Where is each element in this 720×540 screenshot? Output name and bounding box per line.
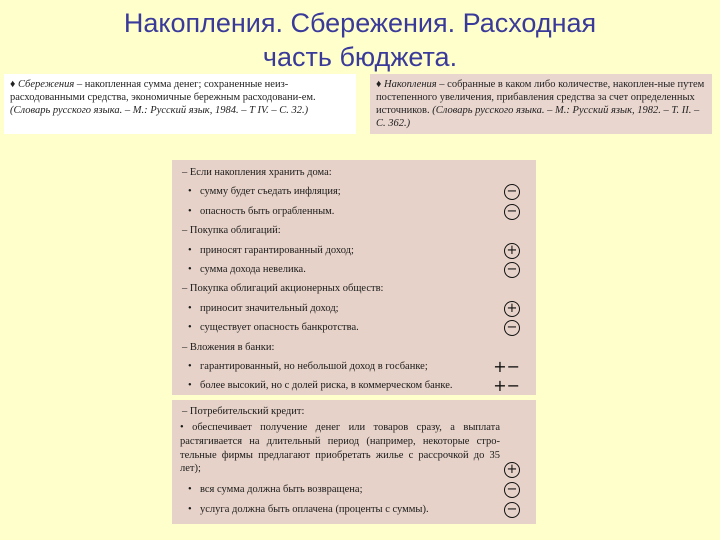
row-text: гарантированный, но небольшой доход в госбанке;	[200, 360, 428, 372]
row-text: – Если накопления хранить дома:	[182, 167, 332, 178]
slide-title	[0, 6, 720, 74]
row-text: опасность быть ограбленным.	[200, 205, 335, 217]
definition-text: – собранные в каком либо количестве, накоплен-ные путем постепенного увеличения, прибавления средства за счет определенных источников.	[376, 79, 705, 116]
table-row	[180, 241, 528, 260]
bullet-icon: •	[188, 380, 192, 392]
row-text: услуга должна быть оплачена (проценты с суммы).	[200, 504, 429, 516]
plus-icon: +	[504, 462, 520, 478]
row-text: – Вложения в банки:	[182, 341, 275, 353]
row-text: – Покупка облигаций акционерных обществ:	[182, 283, 384, 295]
table-row	[180, 279, 528, 298]
row-text: – Покупка облигаций:	[182, 225, 281, 237]
row-text: вся сумма должна быть возвращена;	[200, 484, 363, 496]
minus-icon: −	[504, 320, 520, 336]
row-text: – Потребительский кредит:	[182, 406, 305, 417]
table-row	[180, 421, 528, 476]
table-row	[180, 357, 528, 376]
table-row	[180, 318, 528, 337]
row-text: сумма дохода невелика.	[200, 263, 306, 275]
plus-icon: +	[504, 243, 520, 259]
bullet-icon: •	[188, 504, 192, 516]
savings-options-table	[172, 160, 536, 395]
definition-term: ♦ Накопления	[376, 79, 437, 90]
table-row	[180, 260, 528, 279]
definition-accumulations	[370, 74, 712, 134]
row-text: более высокий, но с долей риска, в коммерческом банке.	[200, 380, 453, 392]
definition-source: (Словарь русского языка. – М.: Русский язык, 1984. – Т IV. – С. 32.)	[10, 105, 309, 116]
row-text: приносят гарантированный доход;	[200, 244, 354, 256]
plus-minus-icon: +−	[493, 376, 520, 396]
row-text: • обеспечивает получение денег или товаров сразу, а выплата растягивается на длительный период (например, некоторые стро-тельные фирмы предлагают приобретать жилье с рассрочкой до 35 лет);	[180, 422, 500, 475]
row-text: существует опасность банкротства.	[200, 322, 359, 334]
minus-icon: −	[504, 482, 520, 498]
definition-text: – накопленная сумма денег; сохраненные неиз-расходованными средства, экономичные бережным расходовани-ем.	[10, 79, 316, 103]
plus-minus-icon: +−	[493, 356, 520, 376]
row-text: приносит значительный доход;	[200, 302, 339, 314]
bullet-icon: •	[188, 322, 192, 334]
slide-title-line-1: Накопления. Сбережения. Расходная	[123, 8, 597, 38]
table-row	[180, 500, 528, 520]
bullet-icon: •	[188, 360, 192, 372]
table-row	[180, 182, 528, 201]
table-row	[180, 221, 528, 240]
slide-title-line-2: часть бюджета.	[262, 42, 458, 72]
table-row	[180, 299, 528, 318]
table-row	[180, 403, 528, 420]
minus-icon: −	[504, 184, 520, 200]
table-row	[180, 202, 528, 221]
row-text: сумму будет съедать инфляция;	[200, 186, 341, 198]
table-row	[180, 163, 528, 182]
definition-savings	[4, 74, 356, 134]
definition-term: ♦ Сбережения	[10, 79, 75, 90]
bullet-icon: •	[188, 186, 192, 198]
bullet-icon: •	[188, 263, 192, 275]
bullet-icon: •	[188, 244, 192, 256]
plus-icon: +	[504, 301, 520, 317]
table-row	[180, 376, 528, 395]
table-row	[180, 480, 528, 500]
table-row	[180, 338, 528, 357]
bullet-icon: •	[188, 302, 192, 314]
minus-icon: −	[504, 262, 520, 278]
minus-icon: −	[504, 502, 520, 518]
definition-source: (Словарь русского языка. – М.: Русский язык, 1982. – Т. II. – С. 362.)	[376, 105, 700, 129]
minus-icon: −	[504, 204, 520, 220]
consumer-credit-table	[172, 400, 536, 524]
bullet-icon: •	[188, 484, 192, 496]
bullet-icon: •	[188, 205, 192, 217]
